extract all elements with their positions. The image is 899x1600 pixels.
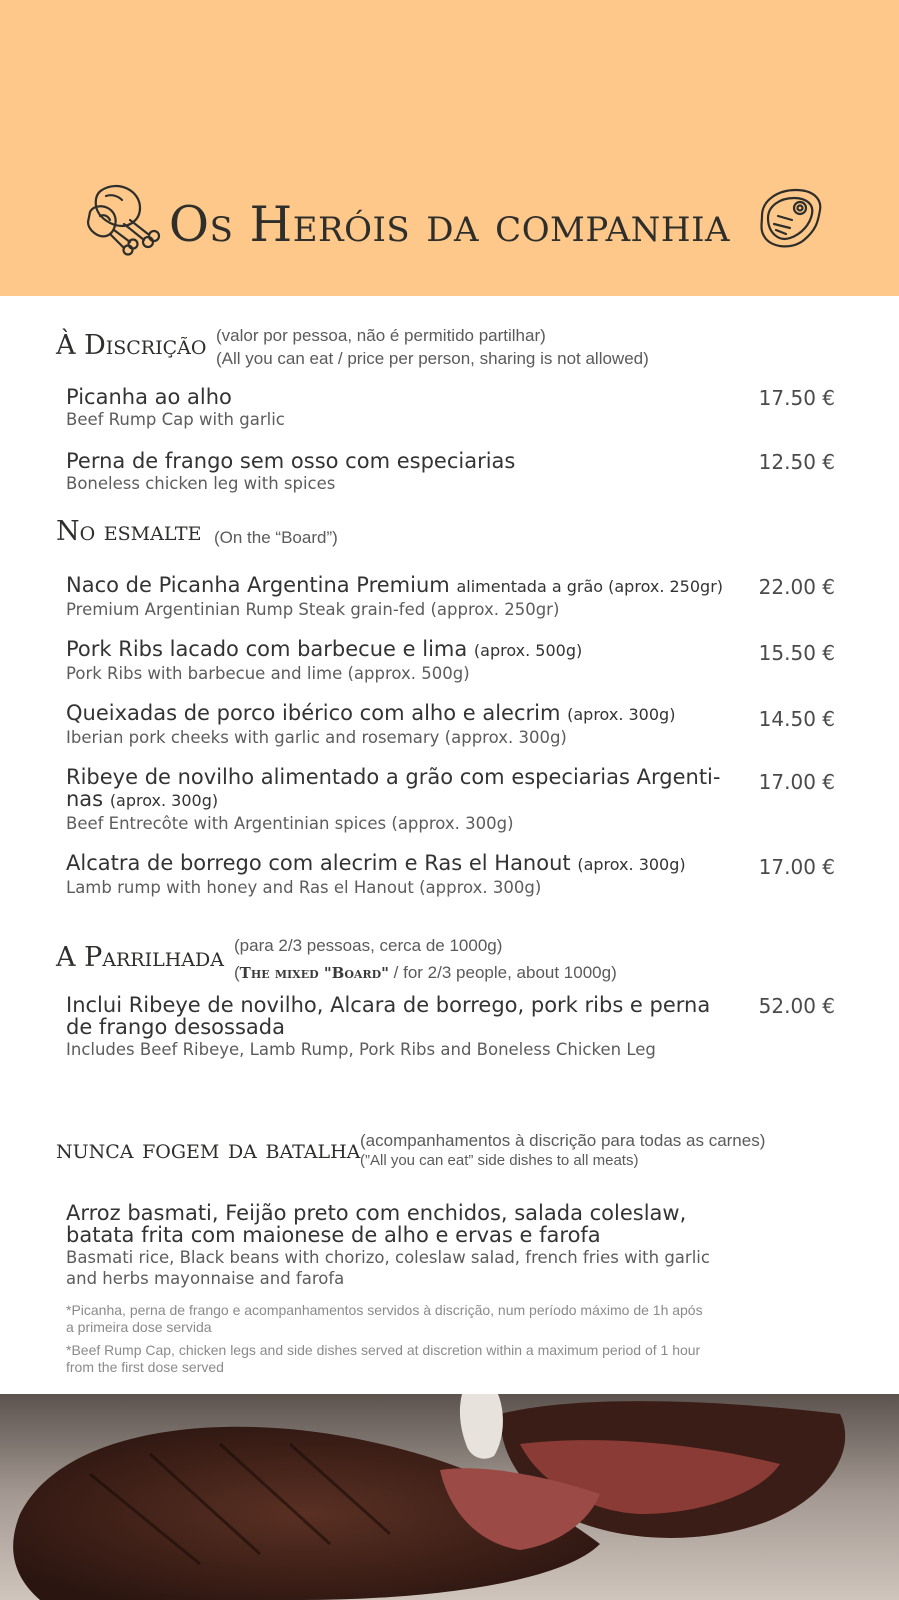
footnote-en: *Beef Rump Cap, chicken legs and side dishes served at discretion within a maximum period of 1 hour from the first dose served — [66, 1342, 701, 1375]
item-desc: Includes Beef Ribeye, Lamb Rump, Pork Ribs and Boneless Chicken Leg — [66, 1040, 656, 1059]
note-line-en: (The mixed "Board" / for 2/3 people, about 1000g) — [234, 963, 617, 982]
grilled-steak-photo — [0, 1394, 899, 1600]
item-extra: (aprox. 300g) — [577, 855, 686, 874]
item-price: 12.50 € — [758, 450, 835, 474]
item-desc: Boneless chicken leg with spices — [66, 474, 336, 493]
item-desc: Pork Ribs with barbecue and lime (approx. 500g) — [66, 664, 470, 683]
note-line-en: (”All you can eat” side dishes to all meats) — [360, 1152, 639, 1169]
note-line-pt: (acompanhamentos à discrição para todas as carnes) — [360, 1131, 766, 1150]
item-desc: Beef Rump Cap with garlic — [66, 410, 285, 429]
section-title-esmalte: No esmalte — [56, 516, 202, 547]
item-name: Naco de Picanha Argentina Premium — [66, 573, 450, 597]
header-banner — [0, 0, 899, 296]
item-name: Inclui Ribeye de novilho, Alcara de borrego, pork ribs e perna de frango desossada — [66, 993, 711, 1039]
item-name: Alcatra de borrego com alecrim e Ras el Hanout — [66, 851, 571, 875]
section-note-batalha — [360, 1131, 765, 1171]
item-price: 22.00 € — [758, 575, 835, 599]
item-name: Arroz basmati, Feijão preto com enchidos, salada coleslaw, batata frita com maionese de alho e ervas e farofa — [66, 1201, 687, 1247]
note-line-en: (All you can eat / price per person, sharing is not allowed) — [216, 349, 649, 368]
menu-item — [66, 702, 726, 748]
item-price: 14.50 € — [758, 707, 835, 731]
menu-item — [66, 994, 726, 1060]
item-extra: alimentada a grão (aprox. 250gr) — [456, 577, 724, 596]
item-price: 52.00 € — [758, 994, 835, 1018]
item-extra: (aprox. 300g) — [567, 705, 676, 724]
menu-item — [66, 450, 726, 494]
item-name: Queixadas de porco ibérico com alho e alecrim — [66, 701, 561, 725]
section-title-discricao: À Discrição — [56, 330, 207, 361]
menu-item — [66, 574, 726, 620]
menu-item — [66, 1202, 726, 1289]
item-desc: Basmati rice, Black beans with chorizo, coleslaw salad, french fries with garlic and herbs mayonnaise and farofa — [66, 1248, 710, 1288]
note-smallcaps: The mixed "Board" — [239, 964, 389, 982]
menu-item — [66, 386, 726, 430]
item-price: 15.50 € — [758, 641, 835, 665]
section-title-batalha: nunca fogem da batalha — [56, 1134, 361, 1165]
steak-icon — [756, 186, 826, 252]
item-price: 17.50 € — [758, 386, 835, 410]
item-name: Ribeye de novilho alimentado a grão com especiarias Argenti-nas — [66, 765, 721, 811]
footnote-pt: *Picanha, perna de frango e acompanhamentos servidos à discrição, num período máximo de 1h após a primeira dose servida — [66, 1302, 703, 1335]
note-line-pt: (para 2/3 pessoas, cerca de 1000g) — [234, 936, 503, 955]
menu-item — [66, 852, 726, 898]
item-desc: Beef Entrecôte with Argentinian spices (approx. 300g) — [66, 814, 514, 833]
note-line-pt: (valor por pessoa, não é permitido partilhar) — [216, 326, 546, 345]
item-price: 17.00 € — [758, 855, 835, 879]
item-extra: (aprox. 500g) — [473, 641, 583, 660]
section-note-parrilhada — [234, 932, 617, 987]
menu-item — [66, 638, 726, 684]
section-note-esmalte: (On the “Board”) — [214, 528, 338, 547]
item-desc: Premium Argentinian Rump Steak grain-fed (approx. 250gr) — [66, 600, 560, 619]
section-title-parrilhada: A Parrilhada — [56, 942, 224, 973]
item-desc: Iberian pork cheeks with garlic and rosemary (approx. 300g) — [66, 728, 567, 747]
page-title: Os Heróis da companhia — [168, 196, 731, 253]
item-desc: Lamb rump with honey and Ras el Hanout (approx. 300g) — [66, 878, 542, 897]
menu-item — [66, 766, 726, 834]
section-note-discricao — [216, 324, 649, 370]
item-name: Pork Ribs lacado com barbecue e lima — [66, 637, 468, 661]
item-extra: (aprox. 300g) — [109, 791, 219, 810]
item-name: Picanha ao alho — [66, 385, 232, 409]
item-name: Perna de frango sem osso com especiarias — [66, 449, 516, 473]
item-price: 17.00 € — [758, 770, 835, 794]
